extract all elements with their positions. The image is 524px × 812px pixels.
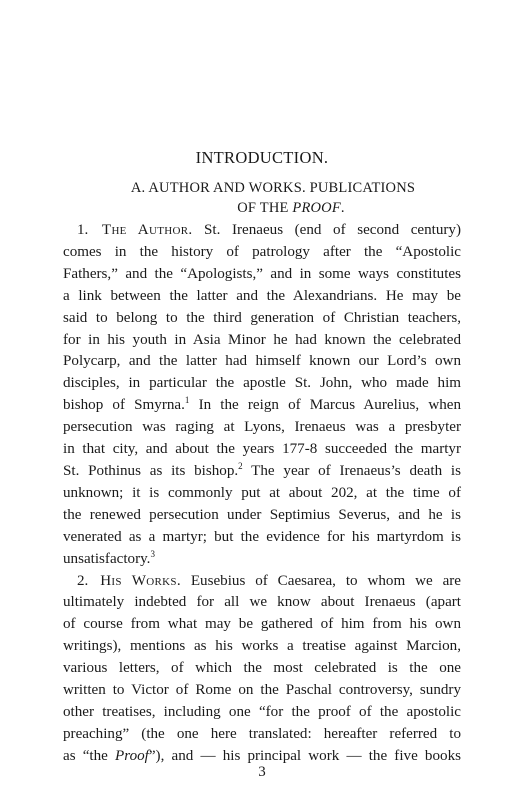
text-line xyxy=(63,549,461,571)
text-span-italic: Proof xyxy=(115,747,149,764)
text-line: unknown; it is commonly put at about 202, at the time of xyxy=(63,484,461,501)
section-heading-prefix: OF THE xyxy=(237,200,293,216)
footnote-marker: 3 xyxy=(150,548,155,559)
text-line: persecution was raging at Lyons, Irenaeus was a presbyter xyxy=(63,419,461,436)
section-heading-suffix: . xyxy=(340,200,345,216)
text-line: a link between the latter and the Alexandrians. He may be xyxy=(63,287,461,304)
text-line: the renewed persecution under Septimius Severus, and he is xyxy=(63,506,461,523)
paragraph-title: His Works. xyxy=(100,572,181,589)
text-line: in that city, and about the years 177-8 succeeded the martyr xyxy=(63,441,461,458)
text-line: comes in the history of patrology after the “Apostolic xyxy=(63,243,461,260)
text-line: written to Victor of Rome on the Paschal controversy, sundry xyxy=(63,682,461,699)
paragraph-works xyxy=(63,571,461,768)
text-span: as “the xyxy=(63,747,116,764)
text-line: venerated as a martyr; but the evidence for his martyrdom is xyxy=(63,528,461,545)
text-span: In the reign of Marcus Aurelius, when xyxy=(198,397,462,414)
text-line: said to belong to the third generation of Christian teachers, xyxy=(63,309,461,326)
section-heading-line-1: A. AUTHOR AND WORKS. PUBLICATIONS xyxy=(130,180,416,196)
text-line: various letters, of which the most celebrated is the one xyxy=(63,660,461,677)
text-line xyxy=(63,571,461,593)
text-line: Fathers,” and the “Apologists,” and in some ways constitutes xyxy=(63,265,461,282)
text-span: St. Irenaeus (end of second century) xyxy=(204,222,461,238)
text-span: Eusebius of Caesarea, to whom we are xyxy=(190,572,462,589)
section-heading-italic: PROOF xyxy=(292,200,341,216)
paragraph-number: 2. xyxy=(77,572,89,589)
text-line: Polycarp, and the latter had himself known our Lord’s own xyxy=(63,353,461,370)
text-span: St. Pothinus as its bishop. xyxy=(63,462,239,479)
paragraph-number: 1. xyxy=(77,222,89,238)
paragraph-author xyxy=(63,220,461,571)
text-line: disciples, in particular the apostle St. John, who made him xyxy=(63,375,461,392)
page-number: 3 xyxy=(258,764,266,780)
section-heading xyxy=(63,178,461,218)
text-line xyxy=(63,395,461,417)
chapter-heading: INTRODUCTION. xyxy=(195,148,329,167)
text-line: other treatises, including one “for the proof of the apostolic xyxy=(63,703,461,720)
text-line: preaching” (the one here translated: hereafter referred to xyxy=(63,725,461,742)
text-line: ultimately indebted for all we know about Irenaeus (apart xyxy=(63,594,461,611)
text-span: The year of Irenaeus’s death is xyxy=(251,462,461,479)
text-line xyxy=(63,220,461,242)
footnote-marker: 1 xyxy=(184,395,190,406)
text-line: writings), mentions as his works a treatise against Marcion, xyxy=(63,638,461,655)
text-span: ”), and — his principal work — the five books xyxy=(148,747,461,764)
page-body xyxy=(63,148,461,768)
text-span: bishop of Smyrna. xyxy=(63,397,185,414)
text-line: of course from what may be gathered of him from his own xyxy=(63,616,461,633)
footnote-marker: 2 xyxy=(238,460,243,471)
section-heading-line-2 xyxy=(63,198,461,218)
text-span: unsatisfactory. xyxy=(63,550,151,567)
text-line xyxy=(63,461,461,483)
text-line: for in his youth in Asia Minor he had known the celebrated xyxy=(63,331,461,348)
paragraph-title: The Author. xyxy=(101,222,193,238)
